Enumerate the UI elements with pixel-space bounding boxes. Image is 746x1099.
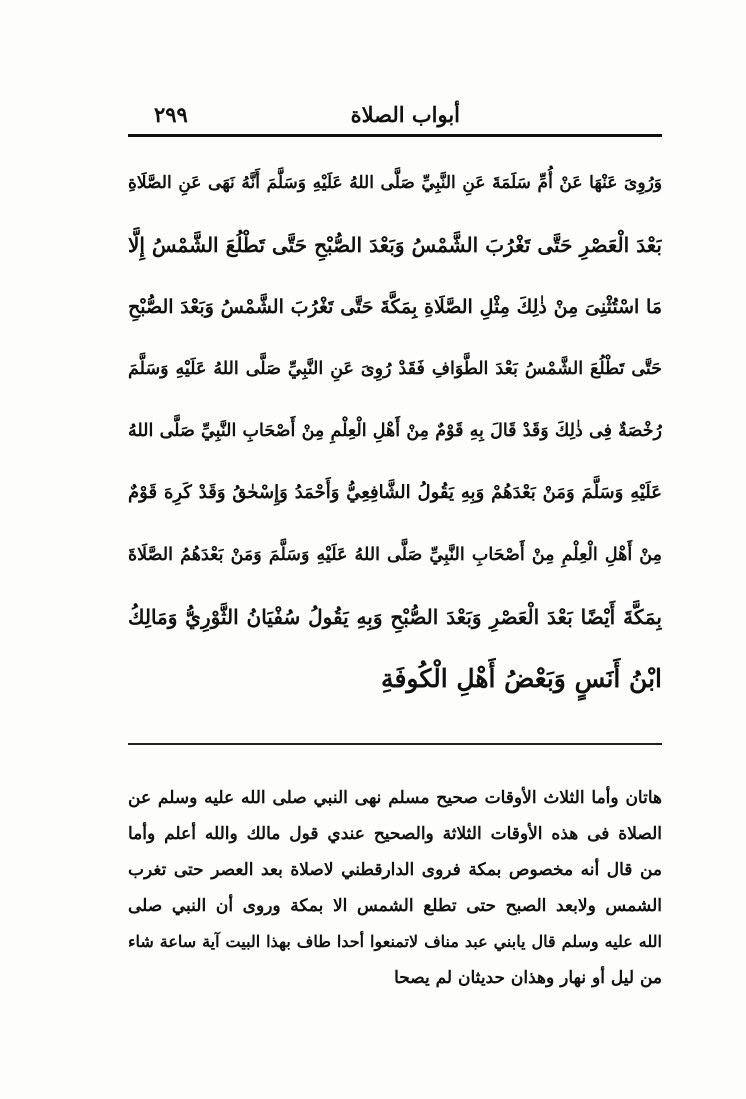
footnote-line: الله عليه وسلم قال يابني عبد مناف لاتمنعوا أحدا طاف بهذا البيت آية ساعة شاء [128,932,662,951]
main-text-line: ابْنُ أَنَسٍ وَبَعْضُ أَهْلِ الْكُوفَةِ [381,664,662,693]
main-text-line: مِنْ أَهْلِ الْعِلْمِ مِنْ أَصْحَابِ النَّبِيِّ صَلَّى اللهُ عَلَيْهِ وَسَلَّمَ وَمَنْ بَعْدَهُمُ الصَّلَاةَ [128,545,662,565]
footnote-rule [128,743,662,745]
main-text-line: عَلَيْهِ وَسَلَّمَ وَمَنْ بَعْدَهُمْ وَبِهِ يَقُولُ الشَّافِعِيُّ وَأَحْمَدُ وَإِسْحٰقُ وَقَدْ كَرِهَ قَوْمٌ [128,482,662,503]
footnote-block [128,780,662,996]
main-text-line: وَرُوِىَ عَنْهَا عَنْ أُمِّ سَلَمَةَ عَنِ النَّبِيِّ صَلَّى اللهُ عَلَيْهِ وَسَلَّمَ أَنَّهُ نَهَى عَنِ الصَّلَاةِ [128,173,662,193]
main-text-line: بِمَكَّةَ أَيْضًا بَعْدَ الْعَصْرِ وَبَعْدَ الصُّبْحِ وَبِهِ يَقُولُ سُفْيَانُ الثَّوْرِيُّ وَمَالِكُ [128,605,662,629]
footnote-line: الصلاة فى هذه الأوقات الثلاثة والصحيح عندي قول مالك والله أعلم وأما [128,824,662,844]
main-text-line: بَعْدَ الْعَصْرِ حَتَّى تَغْرُبَ الشَّمْسُ وَبَعْدَ الصُّبْحِ حَتَّى تَطْلُعَ الشَّمْسُ إِلَّا [128,233,662,257]
main-text-block [128,152,662,710]
footnote-line: من ليل أو نهار وهذان حديثان لم يصحا [394,968,662,988]
header-rule [128,134,662,137]
running-header [130,98,660,138]
page-number: ٢٩٩ [154,102,188,127]
main-text-line: حَتَّى تَطْلُعَ الشَّمْسُ بَعْدَ الطَّوَافِ فَقَدْ رُوِىَ عَنِ النَّبِيِّ صَلَّى اللهُ عَلَيْهِ وَسَلَّمَ [128,359,662,379]
main-text-line: رُخْصَةٌ فِى ذٰلِكَ وَقَدْ قَالَ بِهِ قَوْمٌ مِنْ أَهْلِ الْعِلْمِ مِنْ أَصْحَابِ النَّبِيِّ صَلَّى اللهُ [128,421,662,441]
footnote-line: الشمس ولابعد الصبح حتى تطلع الشمس الا بمكة وروى أن النبي صلى [128,896,662,916]
footnote-line: هاتان وأما الثلاث الأوقات صحيح مسلم نهى النبي صلى الله عليه وسلم عن [128,788,662,808]
footnote-line: من قال أنه مخصوص بمكة فروى الدارقطني لاصلاة بعد العصر حتى تغرب [128,860,662,880]
main-text-line: مَا اسْتُثْنِىَ مِنْ ذٰلِكَ مِثْلِ الصَّلَاةِ بِمَكَّةَ حَتَّى تَغْرُبَ الشَّمْسُ وَبَعْدَ الصُّبْحِ [128,296,662,318]
chapter-title: أبواب الصلاة [350,102,460,127]
